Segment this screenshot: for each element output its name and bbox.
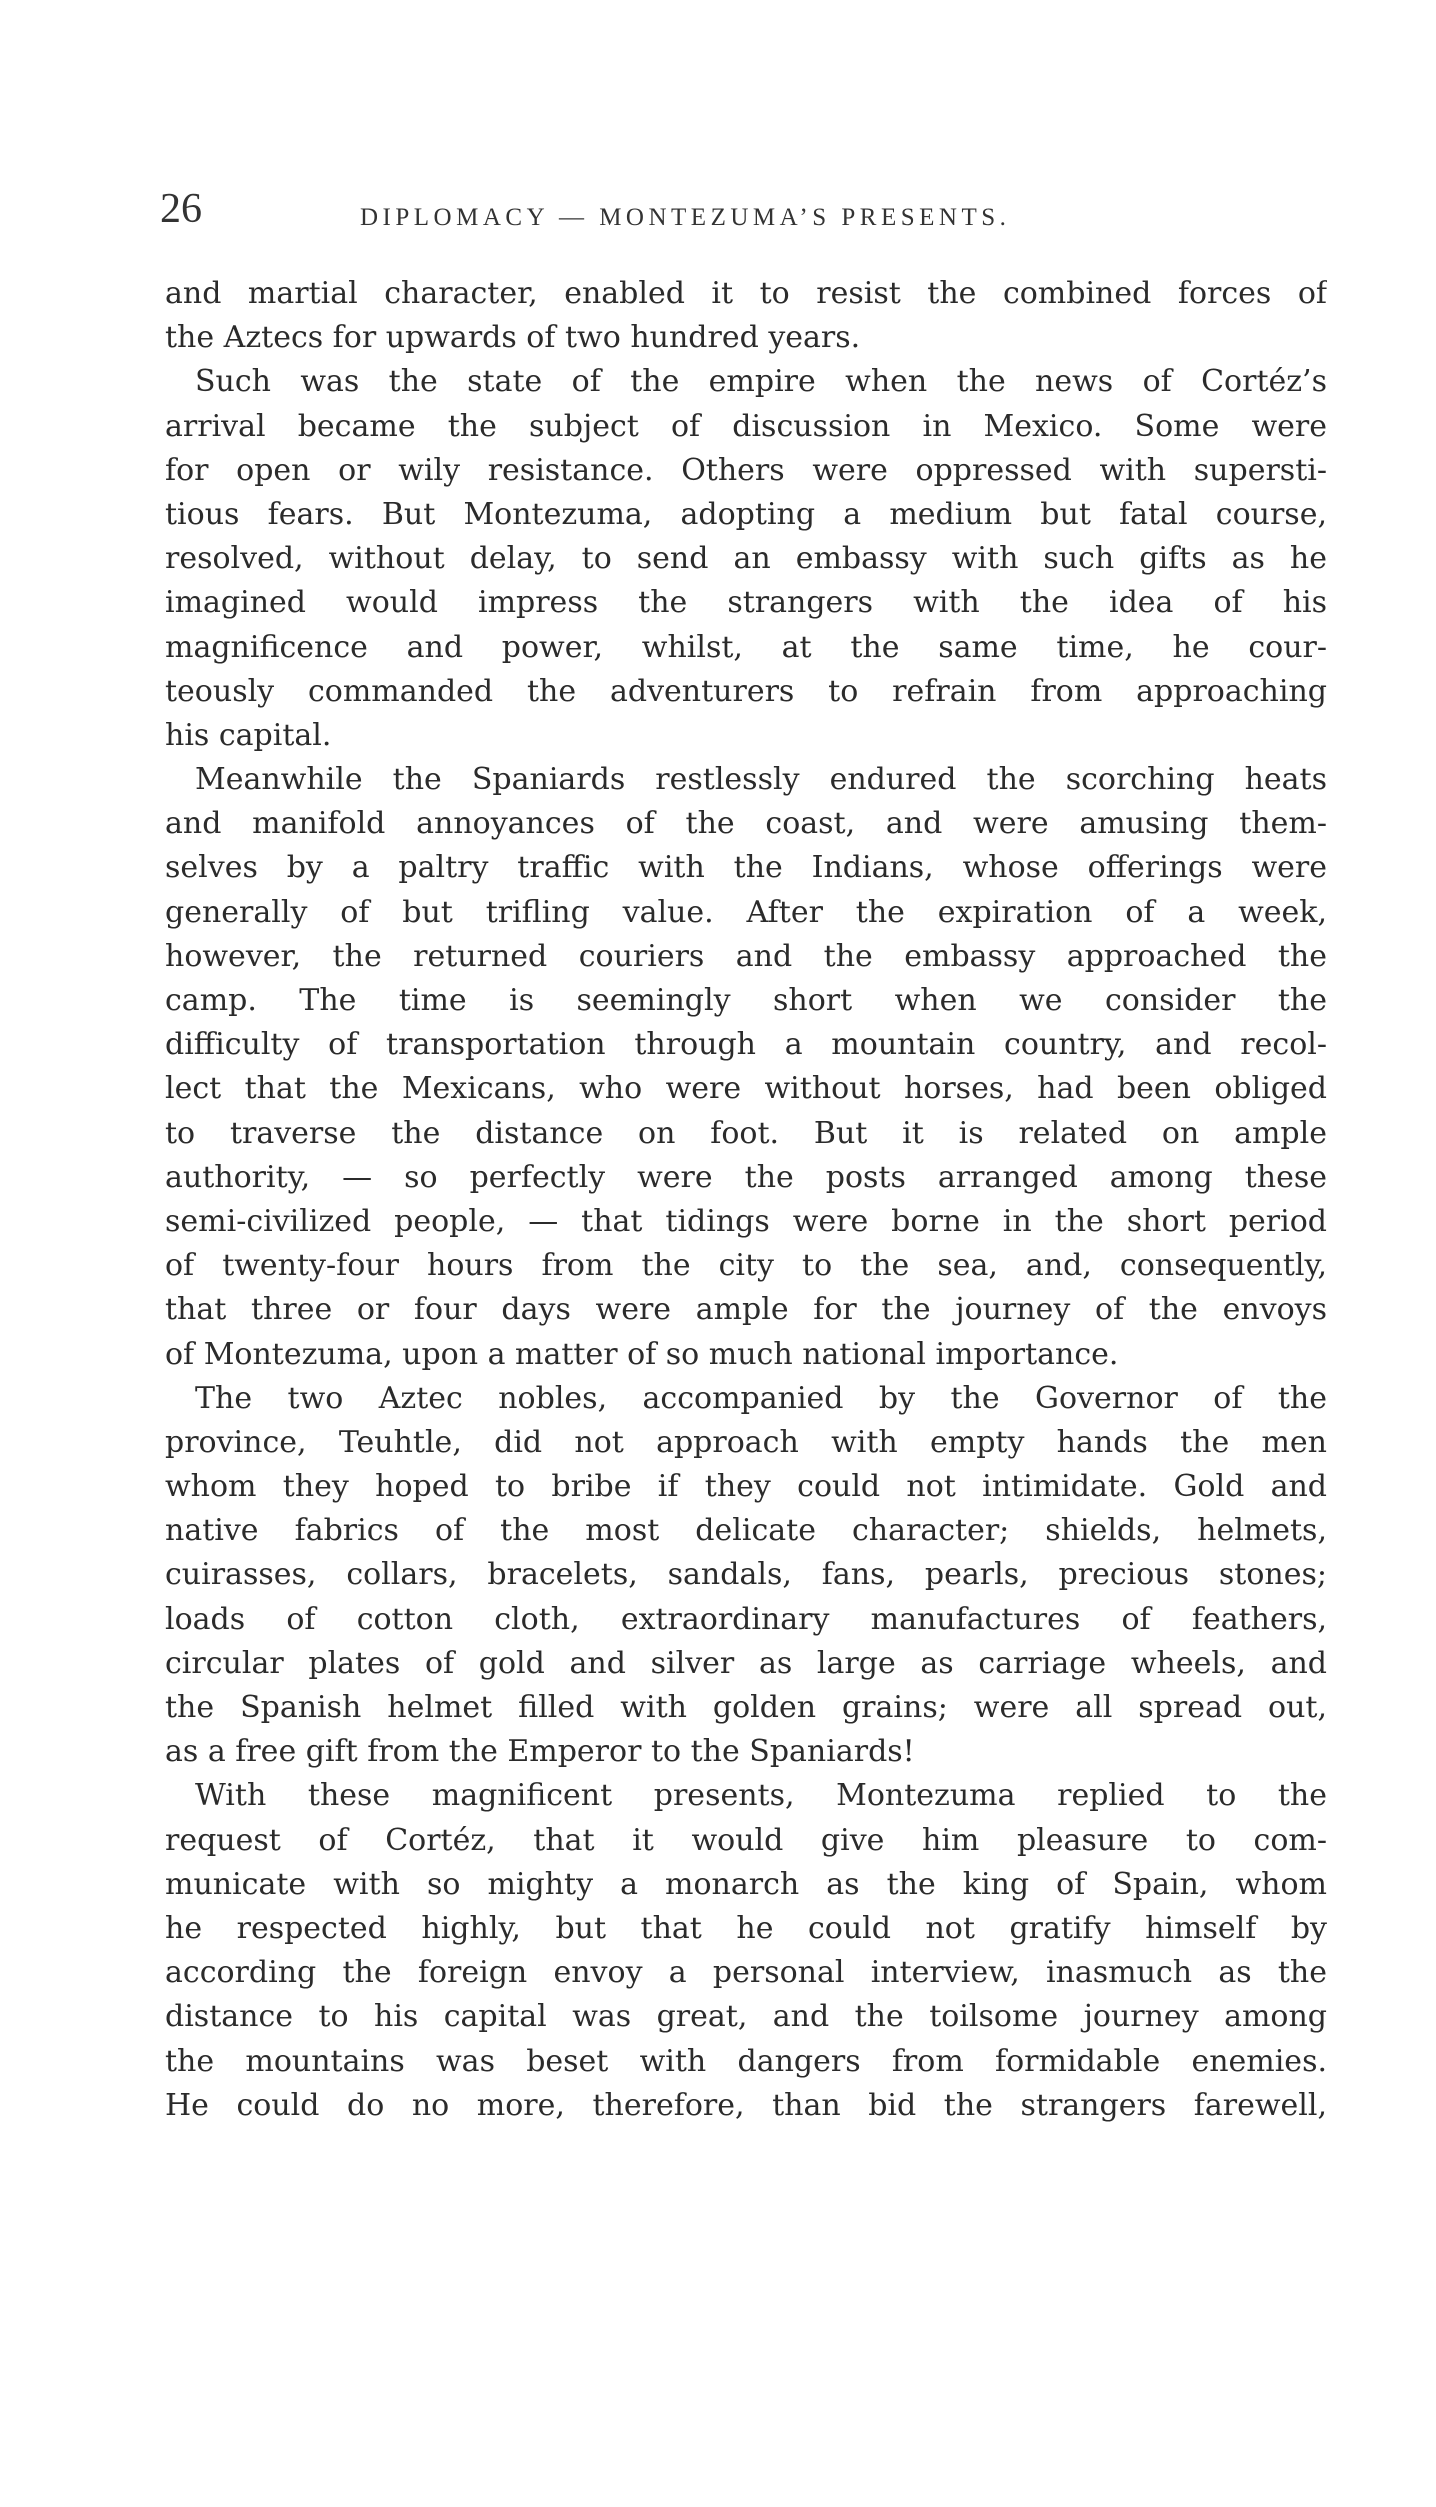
text-line: native fabrics of the most delicate character; shields, helmets, xyxy=(165,1513,1327,1549)
text-line: With these magnificent presents, Montezuma replied to the xyxy=(195,1778,1327,1814)
text-line: municate with so mighty a monarch as the king of Spain, whom xyxy=(165,1866,1327,1902)
text-line: and manifold annoyances of the coast, and were amusing them- xyxy=(165,806,1327,842)
text-line: to traverse the distance on foot. But it is related on ample xyxy=(165,1115,1327,1151)
text-line: the Aztecs for upwards of two hundred years. xyxy=(165,320,861,356)
text-line: whom they hoped to bribe if they could not intimidate. Gold and xyxy=(165,1469,1327,1505)
page-number: 26 xyxy=(160,186,202,232)
text-line: for open or wily resistance. Others were oppressed with supersti- xyxy=(165,452,1327,488)
text-line: province, Teuhtle, did not approach with empty hands the men xyxy=(165,1424,1327,1460)
text-line: difficulty of transportation through a mountain country, and recol- xyxy=(165,1027,1327,1063)
text-line: loads of cotton cloth, extraordinary manufactures of feathers, xyxy=(165,1601,1327,1637)
text-line: circular plates of gold and silver as large as carriage wheels, and xyxy=(165,1645,1327,1681)
text-line: of twenty-four hours from the city to the sea, and, consequently, xyxy=(165,1248,1327,1284)
text-line: Such was the state of the empire when the news of Cortéz’s xyxy=(195,364,1327,400)
text-line: teously commanded the adventurers to refrain from approaching xyxy=(165,673,1327,709)
text-line: camp. The time is seemingly short when we consider the xyxy=(165,983,1327,1018)
body-text xyxy=(165,272,1327,2128)
text-line: resolved, without delay, to send an embassy with such gifts as he xyxy=(165,541,1327,577)
text-line: and martial character, enabled it to resist the combined forces of xyxy=(165,276,1327,311)
text-line: lect that the Mexicans, who were without horses, had been obliged xyxy=(165,1071,1327,1107)
text-line: imagined would impress the strangers with the idea of his xyxy=(165,585,1327,621)
text-line: tious fears. But Montezuma, adopting a medium but fatal course, xyxy=(165,496,1327,532)
text-line: The two Aztec nobles, accompanied by the Governor of the xyxy=(195,1380,1327,1416)
text-line: authority, — so perfectly were the posts arranged among these xyxy=(165,1159,1327,1195)
text-line: cuirasses, collars, bracelets, sandals, fans, pearls, precious stones; xyxy=(165,1557,1327,1593)
text-line: he respected highly, but that he could not gratify himself by xyxy=(165,1910,1327,1946)
text-line: He could do no more, therefore, than bid the strangers farewell, xyxy=(165,2087,1327,2123)
text-line: the Spanish helmet filled with golden grains; were all spread out, xyxy=(165,1690,1327,1725)
text-line: as a free gift from the Emperor to the Spaniards! xyxy=(165,1734,915,1770)
text-line: Meanwhile the Spaniards restlessly endured the scorching heats xyxy=(195,762,1327,798)
text-line: selves by a paltry traffic with the Indians, whose offerings were xyxy=(165,850,1327,886)
text-line: the mountains was beset with dangers from formidable enemies. xyxy=(165,2043,1327,2079)
text-line: that three or four days were ample for the journey of the envoys xyxy=(165,1292,1327,1328)
text-line: his capital. xyxy=(165,717,332,753)
text-line: generally of but trifling value. After the expiration of a week, xyxy=(165,894,1327,930)
running-title: DIPLOMACY — MONTEZUMA’S PRESENTS. xyxy=(360,204,1011,231)
text-line: magnificence and power, whilst, at the same time, he cour- xyxy=(165,629,1327,665)
text-line: however, the returned couriers and the embassy approached the xyxy=(165,938,1327,974)
text-line: distance to his capital was great, and the toilsome journey among xyxy=(165,1999,1327,2035)
running-head xyxy=(160,188,1330,248)
text-line: arrival became the subject of discussion in Mexico. Some were xyxy=(165,408,1327,444)
text-line: request of Cortéz, that it would give him pleasure to com- xyxy=(165,1822,1327,1858)
text-line: semi-civilized people, — that tidings were borne in the short period xyxy=(165,1203,1327,1239)
text-line: of Montezuma, upon a matter of so much national importance. xyxy=(165,1336,1119,1372)
text-line: according the foreign envoy a personal interview, inasmuch as the xyxy=(165,1955,1327,1991)
